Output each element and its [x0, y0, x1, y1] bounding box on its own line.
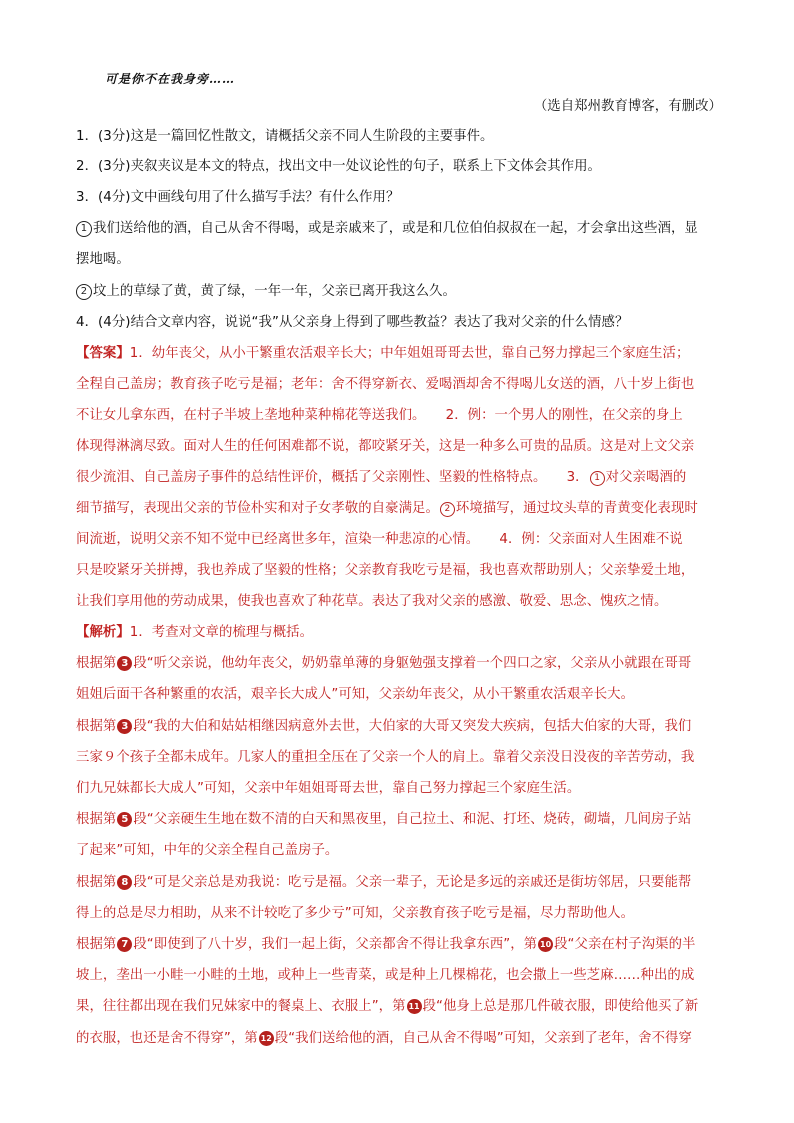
analysis-text: 1．考查对文章的梳理与概括。 [129, 625, 314, 640]
analysis-text: 段“他身上总是那几件破衣服，即使给他买了新 [422, 999, 699, 1014]
paragraph-number: 7 [117, 937, 132, 952]
analysis-para3a-line2: 姐姐后面干各种繁重的农活，艰辛长大成人”可知，父亲幼年丧父，从小干繁重农活艰辛长大。 [76, 687, 635, 702]
analysis-para5-line2: 了起来”可知，中年的父亲全程自己盖房子。 [76, 843, 339, 858]
analysis-text: 段“可是父亲总是劝我说：吃亏是福。父亲一辈子，无论是多远的亲戚还是街坊邻居，只要能帮 [133, 875, 692, 890]
answer-line-8: 只是咬紧牙关拼搏，我也养成了坚毅的性格；父亲教育我吃亏是福，我也喜欢帮助别人；父亲挚爱土地， [76, 563, 695, 578]
answer-text: 细节描写，表现出父亲的节俭朴实和对子女孝敬的自豪满足。 [76, 501, 439, 516]
circled-number: 2 [440, 502, 455, 517]
answer-line-7: 间流逝，说明父亲不知不觉中已经离世多年，渲染一种悲凉的心情。 4．例：父亲面对人生困难不说 [76, 532, 683, 547]
question-1: 1．(3分)这是一篇回忆性散文，请概括父亲不同人生阶段的主要事件。 [76, 129, 494, 144]
analysis-para3b-line3: 们九兄妹都长大成人”可知，父亲中年姐姐哥哥去世，靠自己努力撑起三个家庭生活。 [76, 781, 581, 796]
answer-text: 很少流泪、自己盖房子事件的总结性评价，概括了父亲刚性、坚毅的性格特点。 3． [76, 470, 589, 485]
question-3: 3．(4分)文中画线句用了什么描写手法？有什么作用？ [76, 190, 400, 205]
paragraph-number: 10 [538, 937, 553, 952]
analysis-text: 段“我们送给他的酒，自己从舍不得喝”可知，父亲到了老年，舍不得穿 [274, 1031, 692, 1046]
analysis-para5-line1 [76, 810, 728, 830]
analysis-para8-line2: 得上的总是尽力相助，从来不计较吃了多少亏”可知，父亲教育孩子吃亏是福，尽力帮助他人。 [76, 906, 635, 921]
analysis-para7-line1 [76, 935, 728, 955]
question-3-sentence-2 [76, 282, 728, 302]
answer-text: 环境描写，通过坟头草的青黄变化表现时 [455, 501, 698, 516]
question-3-sentence-1 [76, 219, 728, 239]
analysis-text: 果，往往都出现在我们兄妹家中的餐桌上、衣服上”，第 [76, 999, 406, 1014]
analysis-text: 根据第 [76, 937, 117, 952]
paragraph-number: 8 [117, 875, 132, 890]
analysis-intro [76, 623, 728, 643]
poem-line: 可是你不在我身旁…… [105, 72, 236, 86]
analysis-para3b-line1 [76, 717, 728, 737]
source-note: （选自郑州教育博客，有删改） [533, 99, 722, 114]
paragraph-number: 12 [259, 1031, 274, 1046]
analysis-para7-line3 [76, 997, 728, 1017]
analysis-para7-line4 [76, 1029, 728, 1049]
circled-number: 1 [590, 471, 605, 486]
analysis-text: 根据第 [76, 719, 117, 734]
analysis-text: 根据第 [76, 875, 117, 890]
answer-line-1 [76, 344, 728, 364]
analysis-text: 段“父亲在村子沟渠的半 [554, 937, 696, 952]
analysis-text: 根据第 [76, 812, 117, 827]
question-2: 2．(3分)夹叙夹议是本文的特点，找出文中一处议论性的句子，联系上下文体会其作用。 [76, 159, 601, 174]
analysis-text: 段“父亲硬生生地在数不清的白天和黑夜里，自己拉土、和泥、打坯、烧砖，砌墙，几间房子站 [133, 812, 692, 827]
sentence-text: 坟上的草绿了黄，黄了绿，一年一年，父亲已离开我这么久。 [93, 284, 456, 299]
paragraph-number: 3 [117, 656, 132, 671]
sentence-text: 我们送给他的酒，自己从舍不得喝，或是亲戚来了，或是和几位伯伯叔叔在一起，才会拿出这些酒，显 [93, 221, 698, 236]
analysis-text: 根据第 [76, 656, 117, 671]
analysis-text: 的衣服，也还是舍不得穿”，第 [76, 1031, 258, 1046]
answer-line-9: 让我们享用他的劳动成果，使我也喜欢了种花草。表达了我对父亲的感激、敬爱、思念、愧疚之情。 [76, 594, 668, 609]
analysis-para3b-line2: 三家９个孩子全都未成年。几家人的重担全压在了父亲一个人的肩上。靠着父亲没日没夜的辛苦劳动，我 [76, 750, 695, 765]
analysis-text: 段“我的大伯和姑姑相继因病意外去世，大伯家的大哥又突发大疾病，包括大伯家的大哥，我们 [133, 719, 692, 734]
question-3-sentence-1-cont: 摆地喝。 [76, 252, 130, 267]
analysis-para8-line1 [76, 873, 728, 893]
analysis-para3a-line1 [76, 654, 728, 674]
analysis-text: 段“听父亲说，他幼年丧父，奶奶靠单薄的身躯勉强支撑着一个四口之家，父亲从小就跟在哥哥 [133, 656, 692, 671]
paragraph-number: 11 [407, 999, 422, 1014]
analysis-tag: 【解析】 [76, 625, 130, 640]
answer-text: 1．幼年丧父，从小干繁重农活艰辛长大；中年姐姐哥哥去世，靠自己努力撑起三个家庭生活； [129, 346, 690, 361]
answer-line-3: 不让女儿拿东西，在村子半坡上垄地种菜种棉花等送我们。 2．例：一个男人的刚性，在父亲的身上 [76, 408, 683, 423]
answer-line-5 [76, 468, 728, 488]
answer-tag: 【答案】 [76, 346, 130, 361]
paragraph-number: 5 [117, 812, 132, 827]
answer-line-4: 体现得淋漓尽致。面对人生的任何困难都不说，都咬紧牙关，这是一种多么可贵的品质。这是对上文父亲 [76, 439, 695, 454]
question-4: 4．(4分)结合文章内容，说说“我”从父亲身上得到了哪些教益？表达了我对父亲的什么情感？ [76, 315, 629, 330]
answer-text: 对父亲喝酒的 [605, 470, 687, 485]
circled-number: 1 [76, 221, 92, 237]
answer-line-6 [76, 499, 728, 519]
paragraph-number: 3 [117, 719, 132, 734]
answer-line-2: 全程自己盖房；教育孩子吃亏是福；老年：舍不得穿新衣、爱喝酒却舍不得喝儿女送的酒，八十岁上街也 [76, 377, 695, 392]
analysis-text: 段“即使到了八十岁，我们一起上街，父亲都舍不得让我拿东西”，第 [133, 937, 538, 952]
analysis-para7-line2: 坡上，垄出一小畦一小畦的土地，或种上一些青菜，或是种上几棵棉花，也会撒上一些芝麻……种出的成 [76, 968, 695, 983]
circled-number: 2 [76, 284, 92, 300]
